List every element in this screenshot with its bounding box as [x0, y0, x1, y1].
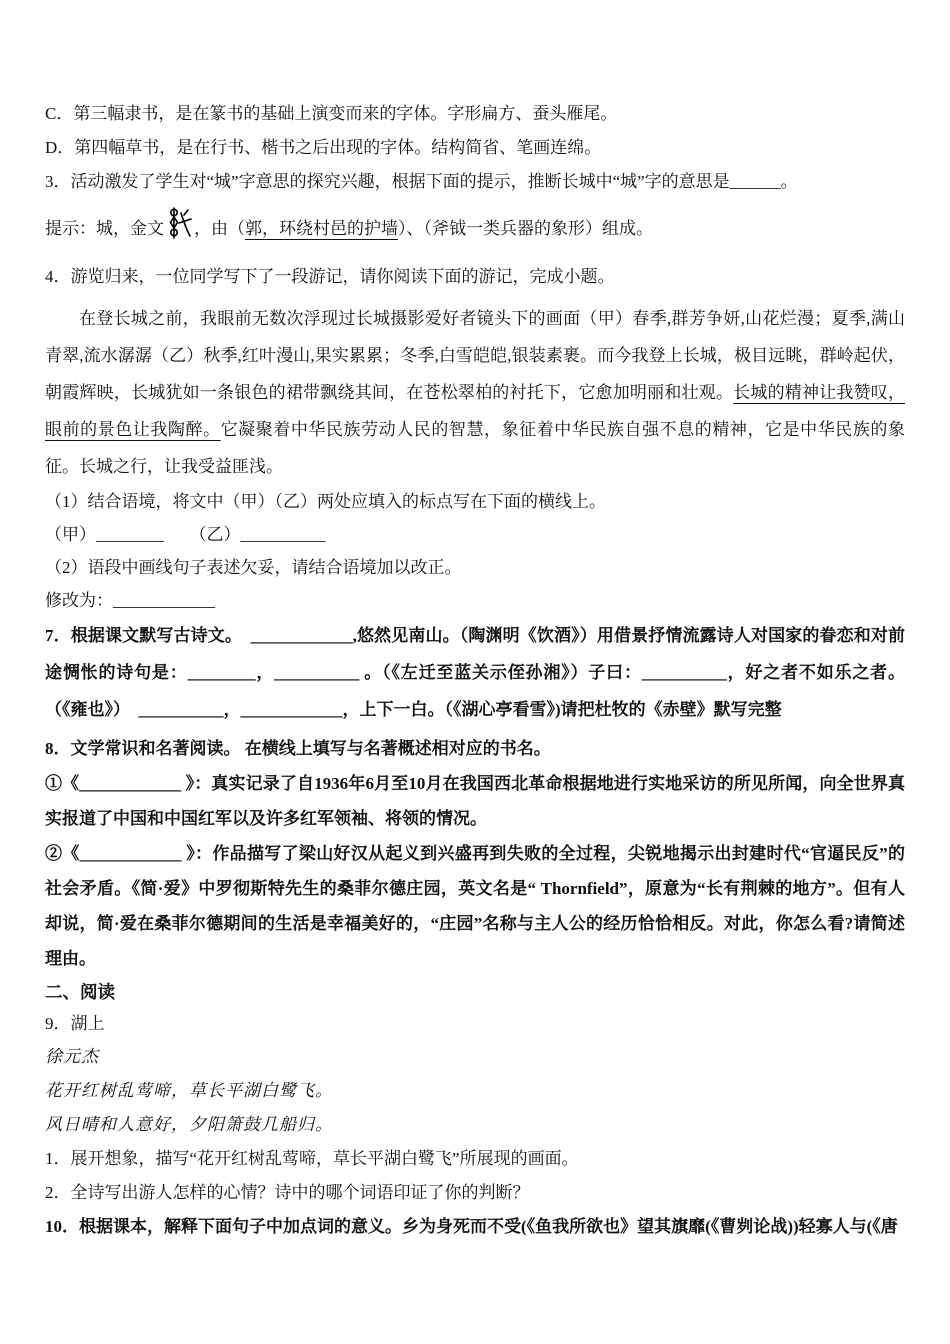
poem-author: 徐元杰	[45, 1047, 99, 1067]
question-10: 10．根据课本，解释下面句子中加点词的意义。乡为身死而不受(《鱼我所欲也》望其旗靡(《曹刿论战))轻寡人与(《唐	[45, 1217, 898, 1236]
hint-mid: ，由（	[194, 219, 245, 238]
question-8-intro: 8．文学常识和名著阅读。 在横线上填写与名著概述相对应的书名。	[45, 739, 551, 758]
essay-part1: 在登长城之前，我眼前无数次浮现过长城摄影爱好者镜头下的画面（甲）春季,群芳争妍,山花烂漫；夏季,满山青翠,流水潺潺（乙）秋季,红叶漫山,果实累累；冬季,白雪皑皑,银装素裹。而今我登上长城，极目远眺，群岭起伏，朝霞辉映，长城犹如一条银色的裙带飘绕其间，在苍松翠柏的衬托下，它愈加明丽和壮观。	[45, 309, 905, 402]
hint-underlined-text: 郭，环绕村邑的护墙	[245, 219, 398, 238]
question-8-item1: ①《____________ 》：真实记录了自1936年6月至10月在我国西北革命根据地进行实地采访的所见所闻，向全世界真实报道了中国和中国红军以及许多红军领袖、将领的情况。	[45, 774, 905, 828]
question-8-item2: ②《____________ 》：作品描写了梁山好汉从起义到兴盛再到失败的全过程，尖锐地揭示出封建时代“官逼民反”的社会矛盾。《简·爱》中罗彻斯特先生的桑菲尔德庄园，英文名是“ Thornfield”，原意为“长有荆棘的地方”。但有人却说，简·爱在桑菲尔德期间的生活是幸福美好的，“庄园”名称与主人公的经历恰恰相反。对此，你怎么看?请简述理由。	[45, 844, 905, 968]
question-4-blanks: （甲）________ （乙）__________	[45, 525, 326, 544]
question-9-title: 9．湖上	[45, 1014, 105, 1033]
bronze-script-cheng-icon	[166, 207, 192, 256]
question-4-sub1: （1）结合语境，将文中（甲）（乙）两处应填入的标点写在下面的横线上。	[45, 492, 606, 511]
option-c: C．第三幅隶书，是在篆书的基础上演变而来的字体。字形扁方、蚕头雁尾。	[45, 104, 618, 123]
hint-post: ）、（斧钺一类兵器的象形）组成。	[398, 219, 653, 238]
travel-essay	[45, 300, 905, 485]
question-9-sub1: 1．展开想象，描写“花开红树乱莺啼，草长平湖白鹭飞”所展现的画面。	[45, 1149, 579, 1168]
option-d: D．第四幅草书，是在行书、楷书之后出现的字体。结构简省、笔画连绵。	[45, 138, 602, 157]
question-9-sub2: 2．全诗写出游人怎样的心情？诗中的哪个词语印证了你的判断？	[45, 1183, 530, 1202]
poem-line-2: 风日晴和人意好，夕阳箫鼓几船归。	[45, 1115, 333, 1135]
hint-line	[45, 207, 905, 256]
question-4-intro: 4．游览归来，一位同学写下了一段游记，请你阅读下面的游记，完成小题。	[45, 267, 615, 286]
section-2-title: 二、阅读	[45, 982, 115, 1002]
question-4-sub2: （2）语段中画线句子表述欠妥，请结合语境加以改正。	[45, 558, 462, 577]
essay-part2: 它凝聚着中华民族劳动人民的智慧，象征着中华民族自强不息的精神，它是中华民族的象征。长城之行，让我受益匪浅。	[45, 420, 905, 476]
question-7: 7．根据课文默写古诗文。 ____________,悠然见南山。（陶渊明《饮酒》）用借景抒情流露诗人对国家的眷恋和对前途惆怅的诗句是：________，__________ 。（《左迁至蓝关示侄孙湘》）子曰：__________，好之者不如乐之者。（《雍也》） __________，____________，上下一白。（《湖心亭看雪》)请把杜牧的《赤壁》默写完整	[45, 626, 905, 719]
essay-underlined-sentence: 长城的精神让我赞叹，眼前的景色让我陶醉。	[45, 383, 906, 439]
hint-pre: 提示：城，金文	[45, 219, 164, 238]
question-3: 3．活动激发了学生对“城”字意思的探究兴趣，根据下面的提示，推断长城中“城”字的意思是______。	[45, 172, 798, 191]
question-4-fix-line: 修改为：____________	[45, 591, 215, 610]
poem-line-1: 花开红树乱莺啼，草长平湖白鹭飞。	[45, 1081, 333, 1101]
